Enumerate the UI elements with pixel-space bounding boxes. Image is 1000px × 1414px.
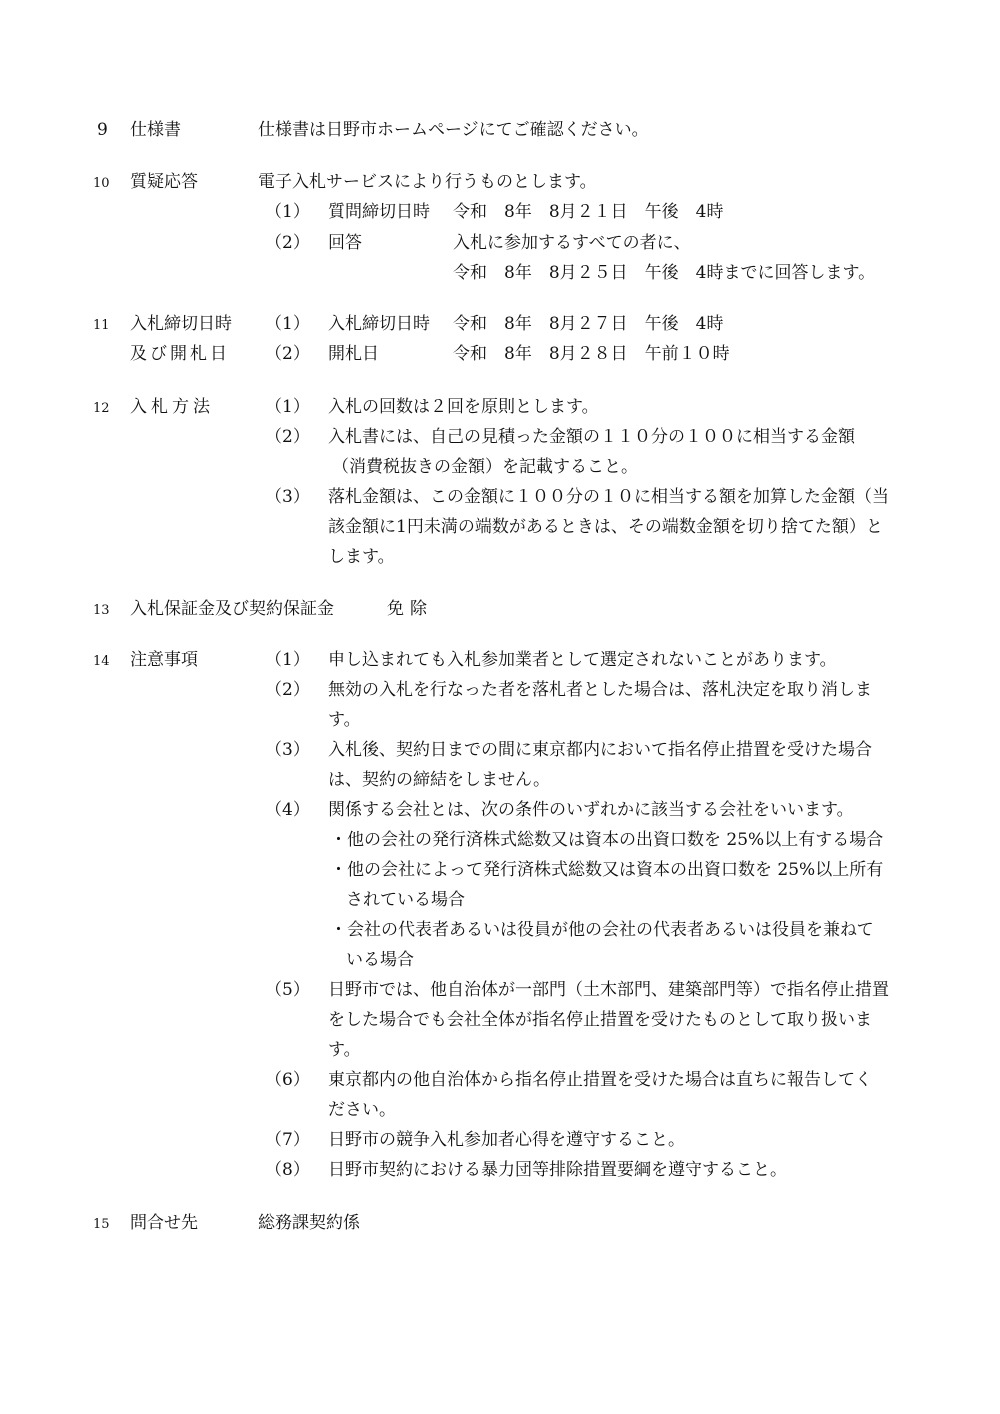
item-number: （3） — [265, 740, 310, 760]
section-title: 入札方法 — [130, 397, 214, 417]
item-number: （1） — [265, 650, 310, 670]
section-title: 入札締切日時 — [130, 314, 232, 334]
item-text: します。 — [328, 547, 395, 567]
item-text: 無効の入札を行なった者を落札者とした場合は、落札決定を取り消しま — [328, 680, 872, 700]
item-value: 令和 8年 8月２７日 午後 4時 — [453, 314, 724, 334]
section-title: 及び開札日 — [130, 344, 230, 364]
item-label: 入札締切日時 — [328, 314, 430, 334]
item-value: 令和 8年 8月２８日 午前１０時 — [453, 344, 730, 364]
section-number: 11 — [93, 318, 110, 333]
item-number: （1） — [265, 202, 310, 222]
item-number: （1） — [265, 314, 310, 334]
section-title: 仕様書 — [130, 120, 181, 140]
item-number: （1） — [265, 397, 310, 417]
section-number: 13 — [93, 603, 110, 618]
section-title: 入札保証金及び契約保証金 — [130, 599, 334, 619]
item-text: ださい。 — [328, 1100, 396, 1120]
section-text: 仕様書は日野市ホームページにてご確認ください。 — [258, 120, 649, 140]
section-title: 問合せ先 — [130, 1213, 198, 1233]
item-text: 入札の回数は２回を原則とします。 — [328, 397, 599, 417]
item-number: （4） — [265, 800, 310, 820]
item-text: 日野市では、他自治体が一部門（土木部門、建築部門等）で指名停止措置 — [328, 980, 889, 1000]
item-number: （5） — [265, 980, 310, 1000]
bullet-item: されている場合 — [346, 890, 465, 910]
section-number: 10 — [93, 176, 110, 191]
bullet-item: いる場合 — [346, 950, 414, 970]
item-number: （7） — [265, 1130, 310, 1150]
item-number: （2） — [265, 680, 310, 700]
item-text: 東京都内の他自治体から指名停止措置を受けた場合は直ちに報告してく — [328, 1070, 872, 1090]
section-number: 12 — [93, 401, 110, 416]
item-label: 回答 — [328, 233, 362, 253]
item-label: 質問締切日時 — [328, 202, 430, 222]
bullet-item: ・他の会社の発行済株式総数又は資本の出資口数を 25%以上有する場合 — [330, 830, 884, 850]
bullet-item: ・会社の代表者あるいは役員が他の会社の代表者あるいは役員を兼ねて — [330, 920, 874, 940]
item-value: 入札に参加するすべての者に、 — [453, 233, 691, 253]
section-number: 9 — [97, 120, 108, 140]
item-text: をした場合でも会社全体が指名停止措置を受けたものとして取り扱いま — [328, 1010, 872, 1030]
item-text: 落札金額は、この金額に１００分の１０に相当する額を加算した金額（当 — [328, 487, 889, 507]
item-text: 日野市の競争入札参加者心得を遵守すること。 — [328, 1130, 685, 1150]
section-title: 質疑応答 — [130, 172, 198, 192]
item-text: 関係する会社とは、次の条件のいずれかに該当する会社をいいます。 — [328, 800, 854, 820]
item-text: す。 — [328, 710, 361, 730]
section-number: 14 — [93, 654, 110, 669]
bullet-item: ・他の会社によって発行済株式総数又は資本の出資口数を 25%以上所有 — [330, 860, 884, 880]
item-text: （消費税抜きの金額）を記載すること。 — [332, 457, 638, 477]
item-number: （3） — [265, 487, 310, 507]
item-number: （2） — [265, 427, 310, 447]
section-text: 総務課契約係 — [258, 1213, 360, 1233]
item-number: （2） — [265, 233, 310, 253]
item-value: 令和 8年 8月２１日 午後 4時 — [453, 202, 724, 222]
item-text: 該金額に1円未満の端数があるときは、その端数金額を切り捨てた額）と — [328, 517, 883, 537]
item-value: 令和 8年 8月２５日 午後 4時までに回答します。 — [453, 263, 876, 283]
item-number: （2） — [265, 344, 310, 364]
section-title: 注意事項 — [130, 650, 198, 670]
item-number: （8） — [265, 1160, 310, 1180]
item-text: 日野市契約における暴力団等排除措置要綱を遵守すること。 — [328, 1160, 787, 1180]
item-text: す。 — [328, 1040, 361, 1060]
section-number: 15 — [93, 1217, 110, 1232]
item-text: 申し込まれても入札参加業者として選定されないことがあります。 — [328, 650, 837, 670]
item-number: （6） — [265, 1070, 310, 1090]
section-text: 免除 — [387, 599, 433, 619]
item-text: 入札後、契約日までの間に東京都内において指名停止措置を受けた場合 — [328, 740, 872, 760]
item-label: 開札日 — [328, 344, 379, 364]
section-text: 電子入札サービスにより行うものとします。 — [258, 172, 597, 192]
item-text: 入札書には、自己の見積った金額の１１０分の１００に相当する金額 — [328, 427, 855, 447]
item-text: は、契約の締結をしません。 — [328, 770, 551, 790]
